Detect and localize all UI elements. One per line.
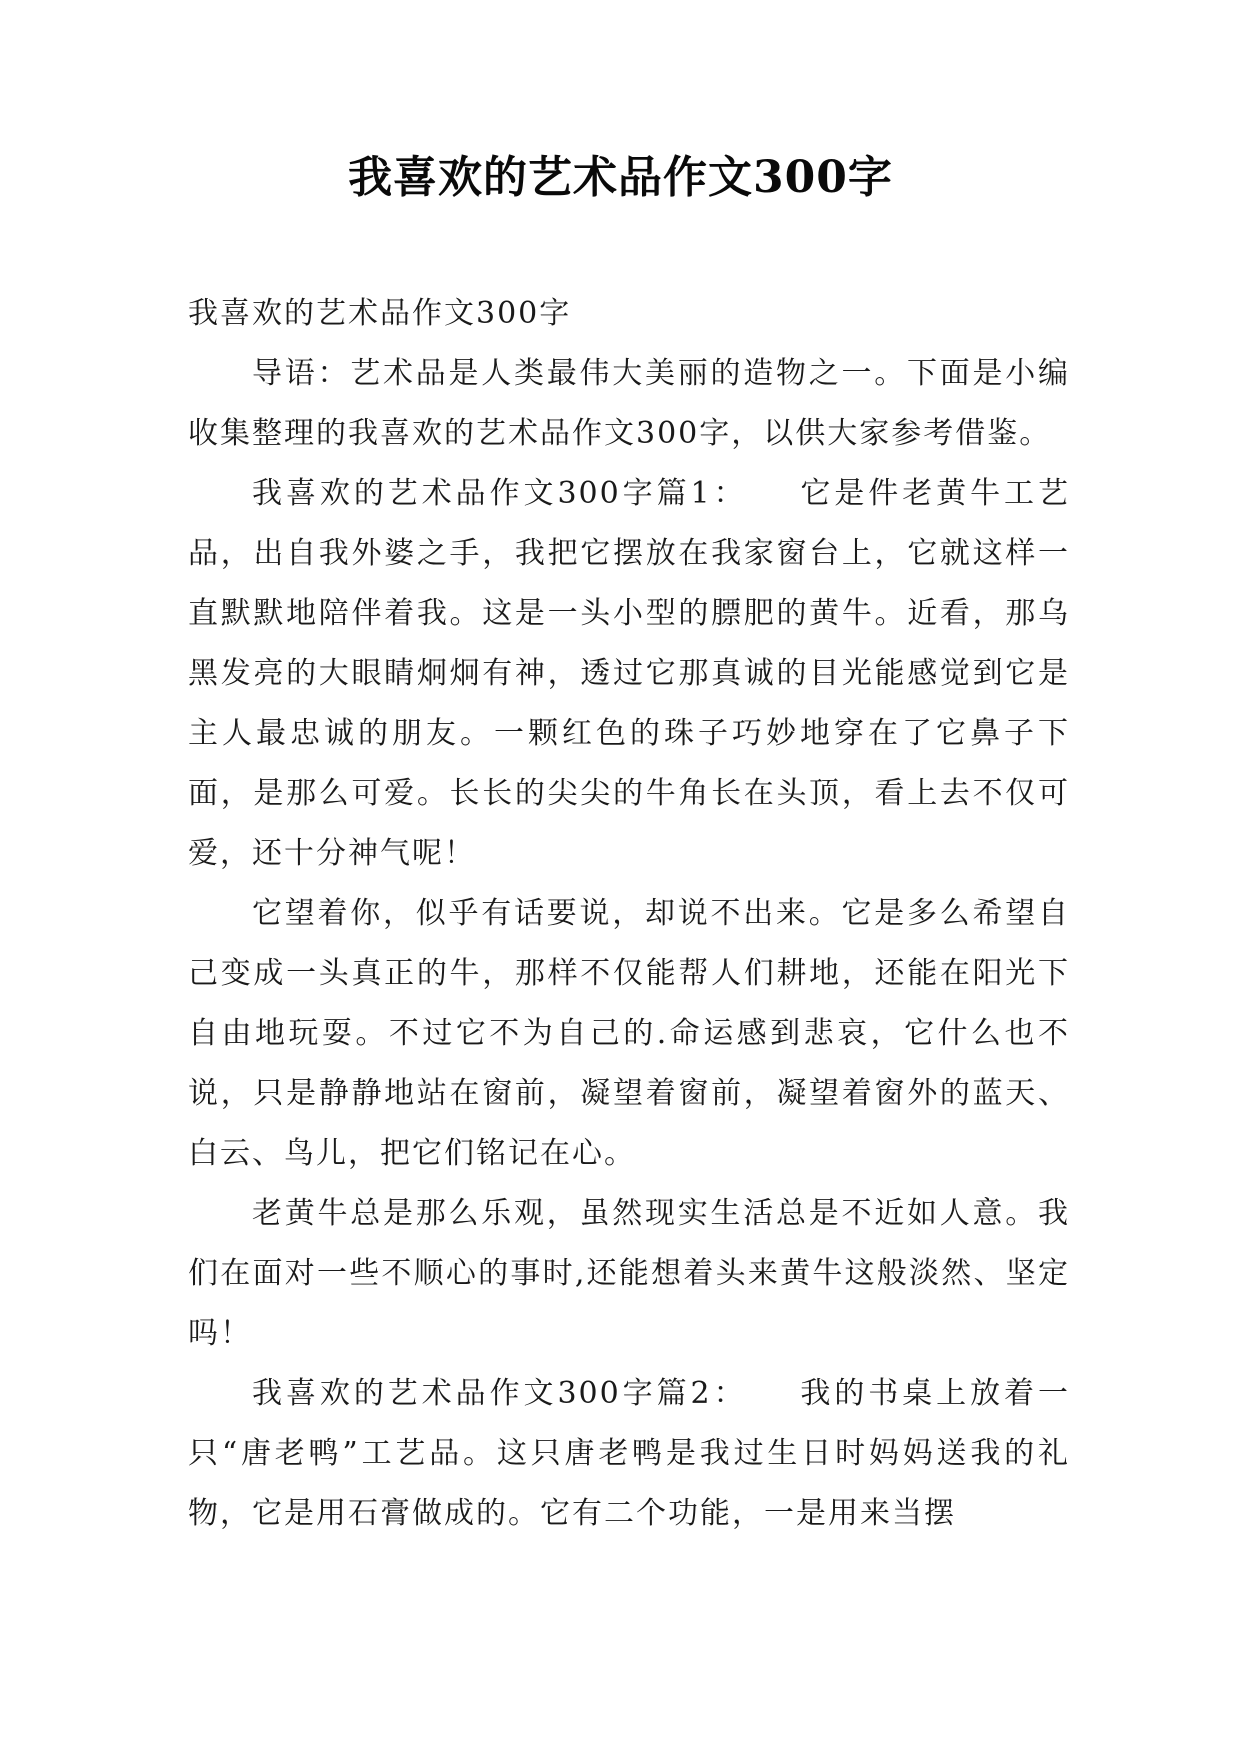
essay1-paragraph-3: 老黄牛总是那么乐观，虽然现实生活总是不近如人意。我们在面对一些不顺心的事时,还能想着头来黄牛这般淡然、坚定吗！ (188, 1196, 1070, 1351)
intro-paragraph: 导语：艺术品是人类最伟大美丽的造物之一。下面是小编收集整理的我喜欢的艺术品作文300字，以供大家参考借鉴。 (188, 356, 1070, 451)
essay2-paragraph: 我喜欢的艺术品作文300字篇2： 我的书桌上放着一只“唐老鸭”工艺品。这只唐老鸭是我过生日时妈妈送我的礼物，它是用石膏做成的。它有二个功能，一是用来当摆 (188, 1376, 1070, 1531)
essay1-paragraph-2: 它望着你，似乎有话要说，却说不出来。它是多么希望自己变成一头真正的牛，那样不仅能帮人们耕地，还能在阳光下自由地玩耍。不过它不为自己的.命运感到悲哀，它什么也不说，只是静静地站在窗前，凝望着窗前，凝望着窗外的蓝天、白云、鸟儿，把它们铭记在心。 (188, 896, 1070, 1171)
document-body (188, 284, 1070, 1544)
essay1-paragraph: 我喜欢的艺术品作文300字篇1： 它是件老黄牛工艺品，出自我外婆之手，我把它摆放在我家窗台上，它就这样一直默默地陪伴着我。这是一头小型的膘肥的黄牛。近看，那乌黑发亮的大眼睛炯炯有神，透过它那真诚的目光能感觉到它是主人最忠诚的朋友。一颗红色的珠子巧妙地穿在了它鼻子下面，是那么可爱。长长的尖尖的牛角长在头顶，看上去不仅可爱，还十分神气呢！ (188, 476, 1070, 871)
subtitle-paragraph: 我喜欢的艺术品作文300字 (188, 296, 572, 331)
document-title: 我喜欢的艺术品作文300字 (348, 152, 893, 203)
